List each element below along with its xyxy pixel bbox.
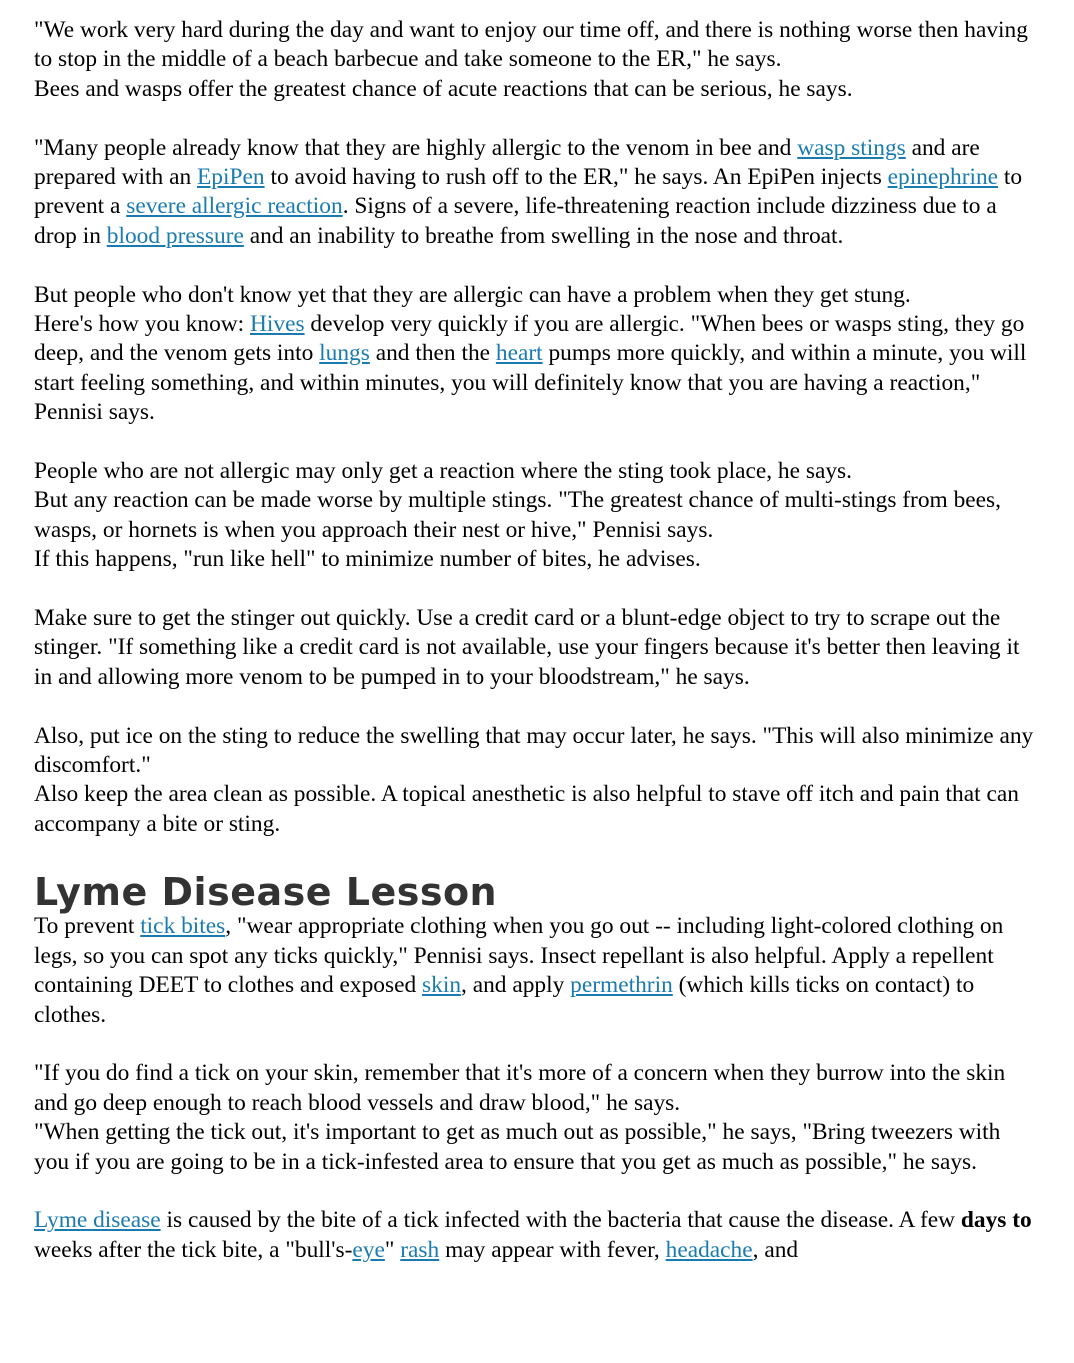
paragraph-stinger — [34, 604, 1034, 692]
text: If this happens, "run like hell" to minimize number of bites, he advises. — [34, 546, 701, 573]
text: People who are not allergic may only get a reaction where the sting took place, he says. — [34, 458, 852, 485]
text: , "wear appropriate clothing when you go out -- including light-colored clothing on legs, so you can spot any ticks quickly," Pennisi says. Insect repellant is also helpful. Apply a repellent containing DEET to clothes and exposed — [34, 913, 1004, 999]
paragraph-multiple-stings — [34, 457, 1034, 575]
text: and an inability to breathe from swelling in the nose and throat. — [243, 222, 844, 249]
link-hives[interactable]: Hives — [250, 311, 305, 338]
text: , and — [752, 1236, 799, 1263]
text: develop very quickly if you are allergic. "When bees or wasps sting, they go deep, and the venom gets into — [34, 311, 1025, 367]
link-eye[interactable]: eye — [352, 1236, 385, 1263]
paragraph-tick-prevention — [34, 912, 1034, 1030]
link-lyme-disease[interactable]: Lyme disease — [34, 1207, 161, 1234]
text: to avoid having to rush off to the ER," he says. An EpiPen injects — [264, 164, 888, 191]
text: Make sure to get the stinger out quickly. Use a credit card or a blunt-edge object to try to scrape out the stinger. "If something like a credit card is not available, use your fingers because it's better then leaving it in and allowing more venom to be pumped in to your bloodstream," he says. — [34, 605, 1020, 690]
text: weeks after the tick bite, a "bull's- — [34, 1236, 353, 1263]
link-wasp-stings[interactable]: wasp stings — [797, 134, 906, 161]
link-epinephrine[interactable]: epinephrine — [887, 164, 999, 191]
section-heading: Lyme Disease Lesson — [34, 870, 498, 915]
text: is caused by the bite of a tick infected with the bacteria that cause the disease. A few — [160, 1207, 961, 1234]
paragraph-epipen — [34, 134, 1034, 252]
text: "If you do find a tick on your skin, remember that it's more of a concern when they burrow into the skin and go deep enough to reach blood vessels and draw blood," he says. — [34, 1060, 1006, 1116]
paragraph-ice — [34, 722, 1034, 840]
text: to prevent a — [34, 164, 1023, 220]
link-headache[interactable]: headache — [665, 1236, 753, 1263]
link-blood-pressure[interactable]: blood pressure — [106, 222, 244, 249]
text: " — [384, 1236, 401, 1263]
text: and are prepared with an — [34, 134, 980, 191]
text: But any reaction can be made worse by multiple stings. "The greatest chance of multi-stings from bees, wasps, or hornets is when you approach their nest or hive," Pennisi says. — [34, 487, 1001, 543]
link-rash[interactable]: rash — [400, 1236, 440, 1263]
text: may appear with fever, — [439, 1236, 666, 1263]
paragraph-intro — [34, 16, 1034, 104]
text: pumps more quickly, and within a minute, you will start feeling something, and within minutes, you will definitely know that you are having a reaction," Pennisi says. — [34, 340, 1027, 426]
link-severe-allergic-reaction[interactable]: severe allergic reaction — [126, 193, 343, 220]
paragraph-allergy-signs — [34, 281, 1034, 428]
link-skin[interactable]: skin — [422, 972, 462, 999]
text: "When getting the tick out, it's important to get as much out as possible," he says, "Bring tweezers with you if you are going to be in a tick-infested area to ensure that you get as much as possible," he says. — [34, 1119, 1001, 1175]
text: . Signs of a severe, life-threatening reaction include dizziness due to a drop in — [34, 193, 997, 249]
text: "Many people already know that they are highly allergic to the venom in bee and — [34, 134, 798, 161]
text: (which kills ticks on contact) to clothes. — [34, 972, 975, 1028]
paragraph-lyme — [34, 1206, 1034, 1265]
link-tick-bites[interactable]: tick bites — [140, 913, 226, 940]
text: "We work very hard during the day and want to enjoy our time off, and there is nothing worse then having to stop in the middle of a beach barbecue and take someone to the ER," he says. — [34, 17, 1028, 73]
text: But people who don't know yet that they are allergic can have a problem when they get stung. — [34, 281, 911, 308]
text: Also, put ice on the sting to reduce the swelling that may occur later, he says. "This will also minimize any discomfort." — [34, 722, 1034, 779]
text: Here's how you know: — [34, 311, 250, 338]
bold-text: days to — [960, 1207, 1032, 1234]
text: , and apply — [461, 972, 571, 999]
link-heart[interactable]: heart — [495, 340, 543, 367]
text: Bees and wasps offer the greatest chance of acute reactions that can be serious, he says. — [34, 75, 853, 102]
link-lungs[interactable]: lungs — [319, 340, 370, 367]
text: Also keep the area clean as possible. A topical anesthetic is also helpful to stave off itch and pain that can accompany a bite or sting. — [34, 781, 1019, 837]
text: To prevent — [34, 913, 141, 940]
text: and then the — [369, 340, 496, 367]
article-body — [34, 16, 1034, 1295]
link-permethrin[interactable]: permethrin — [570, 972, 673, 999]
paragraph-tick-removal — [34, 1059, 1034, 1177]
link-epipen[interactable]: EpiPen — [197, 164, 265, 191]
